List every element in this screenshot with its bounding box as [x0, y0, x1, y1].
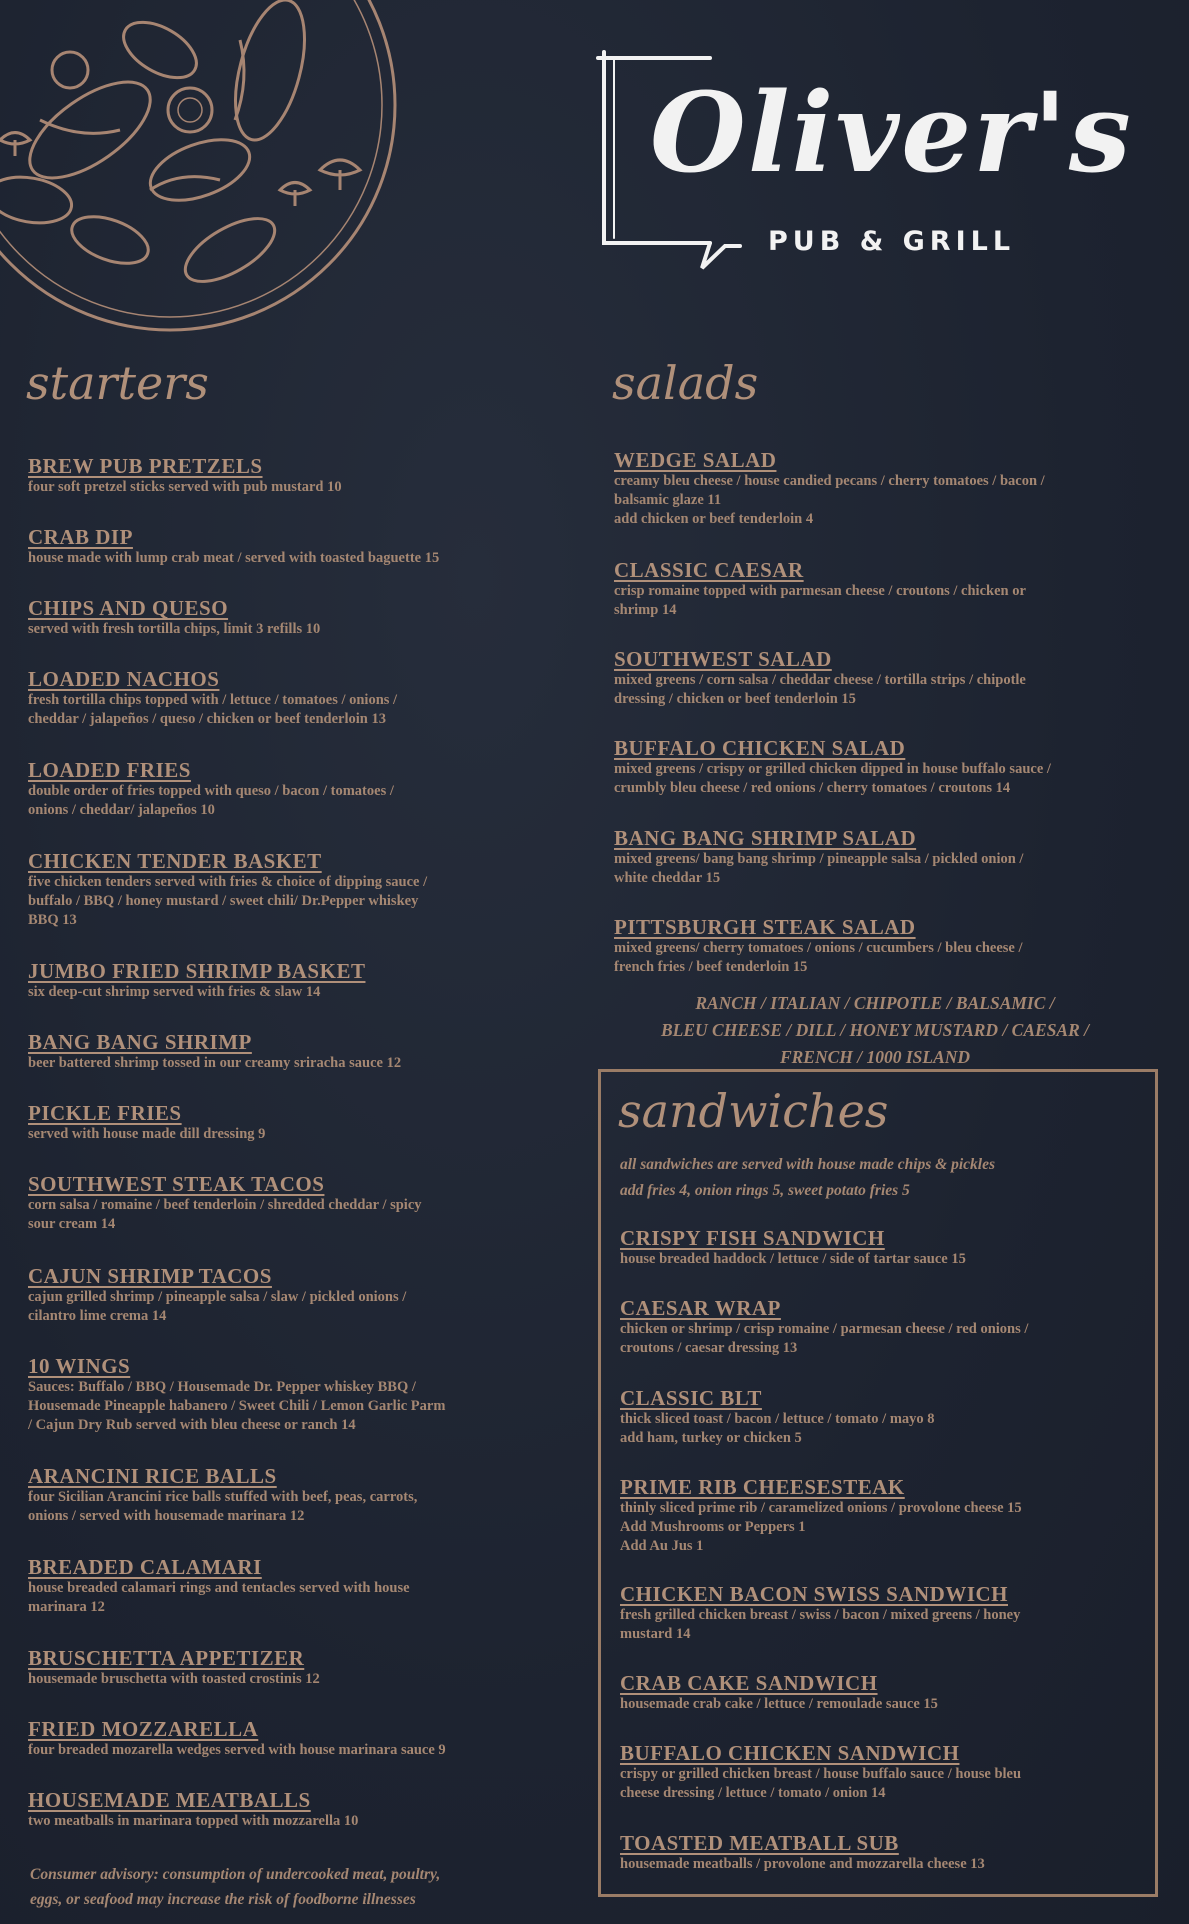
item-description: four Sicilian Arancini rice balls stuffed with beef, peas, carrots, onions / served with housemade marinara 12 — [28, 1489, 418, 1524]
item-description: crispy or grilled chicken breast / house buffalo sauce / house bleu cheese dressing / lettuce / tomato / onion 14 — [620, 1766, 1022, 1801]
menu-item — [28, 1264, 568, 1354]
item-name: BANG BANG SHRIMP SALAD — [614, 826, 917, 850]
menu-item — [28, 596, 568, 667]
salads-list — [614, 448, 1174, 985]
item-name: TOASTED MEATBALL SUB — [620, 1831, 899, 1855]
menu-item — [620, 1226, 1150, 1296]
item-description: mixed greens / corn salsa / cheddar cheese / tortilla strips / chipotle dressing / chicken or beef tenderloin 15 — [614, 672, 1026, 707]
menu-item — [28, 1172, 568, 1264]
menu-item — [28, 1354, 568, 1464]
menu-item — [28, 758, 568, 849]
menu-item — [28, 667, 568, 758]
item-description: four soft pretzel sticks served with pub mustard 10 — [28, 479, 342, 495]
item-description: served with fresh tortilla chips, limit 3 refills 10 — [28, 621, 321, 637]
menu-item — [28, 1555, 568, 1646]
item-name: LOADED NACHOS — [28, 667, 220, 691]
item-description: house breaded haddock / lettuce / side of tartar sauce 15 — [620, 1251, 966, 1267]
item-description: mixed greens/ cherry tomatoes / onions / cucumbers / bleu cheese / french fries / beef tenderloin 15 — [614, 940, 1023, 975]
menu-item — [28, 1464, 568, 1555]
item-name: FRIED MOZZARELLA — [28, 1717, 259, 1741]
item-description: mixed greens/ bang bang shrimp / pineapple salsa / pickled onion / white cheddar 15 — [614, 851, 1024, 886]
menu-item — [28, 1646, 568, 1717]
item-description: housemade meatballs / provolone and mozzarella cheese 13 — [620, 1856, 985, 1872]
item-description: six deep-cut shrimp served with fries & slaw 14 — [28, 984, 321, 1000]
item-name: CHIPS AND QUESO — [28, 596, 229, 620]
sandwiches-list — [620, 1226, 1150, 1881]
item-description: corn salsa / romaine / beef tenderloin / shredded cheddar / spicy sour cream 14 — [28, 1197, 422, 1232]
item-name: CAESAR WRAP — [620, 1296, 781, 1320]
food-illustration-icon — [0, 0, 400, 340]
item-description: housemade bruschetta with toasted crostinis 12 — [28, 1671, 320, 1687]
sandwiches-note-line: add fries 4, onion rings 5, sweet potato fries 5 — [620, 1182, 910, 1199]
item-name: CLASSIC BLT — [620, 1386, 762, 1410]
sandwiches-note — [620, 1152, 1140, 1204]
item-name: LOADED FRIES — [28, 758, 191, 782]
item-name: CRAB DIP — [28, 525, 133, 549]
item-description: fresh tortilla chips topped with / lettuce / tomatoes / onions / cheddar / jalapeños / queso / chicken or beef tenderloin 13 — [28, 692, 398, 727]
item-description: house made with lump crab meat / served with toasted baguette 15 — [28, 550, 440, 566]
item-description: mixed greens / crispy or grilled chicken dipped in house buffalo sauce / crumbly bleu cheese / red onions / cherry tomatoes / croutons 14 — [614, 761, 1051, 796]
item-name: BUFFALO CHICKEN SALAD — [614, 736, 906, 760]
menu-item — [28, 1788, 568, 1848]
item-name: CRAB CAKE SANDWICH — [620, 1671, 878, 1695]
item-name: CLASSIC CAESAR — [614, 558, 804, 582]
logo-name: Oliver's — [650, 68, 1133, 197]
item-name: CHICKEN TENDER BASKET — [28, 849, 322, 873]
item-description: served with house made dill dressing 9 — [28, 1126, 266, 1142]
item-description: double order of fries topped with queso / bacon / tomatoes / onions / cheddar/ jalapeños 10 — [28, 783, 394, 818]
menu-item — [28, 525, 568, 596]
starters-heading: starters — [26, 356, 209, 410]
menu-item — [28, 959, 568, 1030]
item-name: BRUSCHETTA APPETIZER — [28, 1646, 305, 1670]
item-description: creamy bleu cheese / house candied pecans / cherry tomatoes / bacon / balsamic glaze 11 add chicken or beef tenderloin 4 — [614, 473, 1045, 527]
starters-list — [28, 454, 568, 1848]
item-name: PITTSBURGH STEAK SALAD — [614, 915, 916, 939]
item-name: ARANCINI RICE BALLS — [28, 1464, 277, 1488]
menu-item — [614, 448, 1174, 558]
menu-item — [614, 915, 1174, 985]
menu-item — [620, 1671, 1150, 1741]
menu-item — [620, 1475, 1150, 1582]
item-description: house breaded calamari rings and tentacles served with house marinara 12 — [28, 1580, 410, 1615]
item-name: WEDGE SALAD — [614, 448, 777, 472]
menu-item — [620, 1296, 1150, 1386]
item-name: BANG BANG SHRIMP — [28, 1030, 252, 1054]
menu-item — [620, 1831, 1150, 1881]
menu-item — [28, 1717, 568, 1788]
item-name: PRIME RIB CHEESESTEAK — [620, 1475, 905, 1499]
item-name: CAJUN SHRIMP TACOS — [28, 1264, 272, 1288]
item-description: cajun grilled shrimp / pineapple salsa / slaw / pickled onions / cilantro lime crema 14 — [28, 1289, 407, 1324]
consumer-advisory: Consumer advisory: consumption of undercooked meat, poultry, eggs, or seafood may increase the risk of foodborne illnesses — [30, 1866, 441, 1908]
item-description: thinly sliced prime rib / caramelized onions / provolone cheese 15 Add Mushrooms or Peppers 1 Add Au Jus 1 — [620, 1500, 1022, 1554]
item-description: beer battered shrimp tossed in our creamy sriracha sauce 12 — [28, 1055, 402, 1071]
dressing-options: RANCH / ITALIAN / CHIPOTLE / BALSAMIC / BLEU CHEESE / DILL / HONEY MUSTARD / CAESAR / FRENCH / 1000 ISLAND — [660, 993, 1090, 1067]
item-name: SOUTHWEST SALAD — [614, 647, 832, 671]
item-name: SOUTHWEST STEAK TACOS — [28, 1172, 325, 1196]
salads-heading: salads — [612, 356, 759, 410]
restaurant-logo — [590, 48, 1150, 278]
menu-item — [28, 1030, 568, 1101]
item-name: HOUSEMADE MEATBALLS — [28, 1788, 311, 1812]
menu-item — [614, 647, 1174, 736]
item-description: thick sliced toast / bacon / lettuce / tomato / mayo 8 add ham, turkey or chicken 5 — [620, 1411, 935, 1446]
menu-item — [28, 1101, 568, 1172]
sandwiches-note-line: all sandwiches are served with house made chips & pickles — [620, 1156, 996, 1173]
menu-item — [620, 1582, 1150, 1671]
item-description: housemade crab cake / lettuce / remoulade sauce 15 — [620, 1696, 938, 1712]
menu-item — [28, 849, 568, 959]
item-description: Sauces: Buffalo / BBQ / Housemade Dr. Pepper whiskey BBQ / Housemade Pineapple habanero / Sweet Chili / Lemon Garlic Parm / Cajun Dry Rub served with bleu cheese or ranch 14 — [28, 1379, 446, 1433]
item-description: four breaded mozarella wedges served with house marinara sauce 9 — [28, 1742, 446, 1758]
sandwiches-heading: sandwiches — [618, 1084, 889, 1138]
item-name: CHICKEN BACON SWISS SANDWICH — [620, 1582, 1008, 1606]
menu-item — [620, 1741, 1150, 1831]
item-name: CRISPY FISH SANDWICH — [620, 1226, 885, 1250]
item-name: BUFFALO CHICKEN SANDWICH — [620, 1741, 960, 1765]
item-name: BREADED CALAMARI — [28, 1555, 262, 1579]
item-name: 10 WINGS — [28, 1354, 131, 1378]
menu-item — [28, 454, 568, 525]
item-name: JUMBO FRIED SHRIMP BASKET — [28, 959, 366, 983]
menu-item — [614, 826, 1174, 915]
item-description: fresh grilled chicken breast / swiss / bacon / mixed greens / honey mustard 14 — [620, 1607, 1021, 1642]
item-description: five chicken tenders served with fries & choice of dipping sauce / buffalo / BBQ / honey mustard / sweet chili/ Dr.Pepper whiskey BBQ 13 — [28, 874, 428, 928]
menu-item — [614, 558, 1174, 647]
item-description: chicken or shrimp / crisp romaine / parmesan cheese / red onions / croutons / caesar dressing 13 — [620, 1321, 1029, 1356]
menu-item — [620, 1386, 1150, 1475]
item-description: crisp romaine topped with parmesan cheese / croutons / chicken or shrimp 14 — [614, 583, 1026, 618]
item-description: two meatballs in marinara topped with mozzarella 10 — [28, 1813, 359, 1829]
item-name: BREW PUB PRETZELS — [28, 454, 263, 478]
menu-item — [614, 736, 1174, 826]
logo-subtitle: PUB & GRILL — [768, 226, 1016, 257]
item-name: PICKLE FRIES — [28, 1101, 182, 1125]
